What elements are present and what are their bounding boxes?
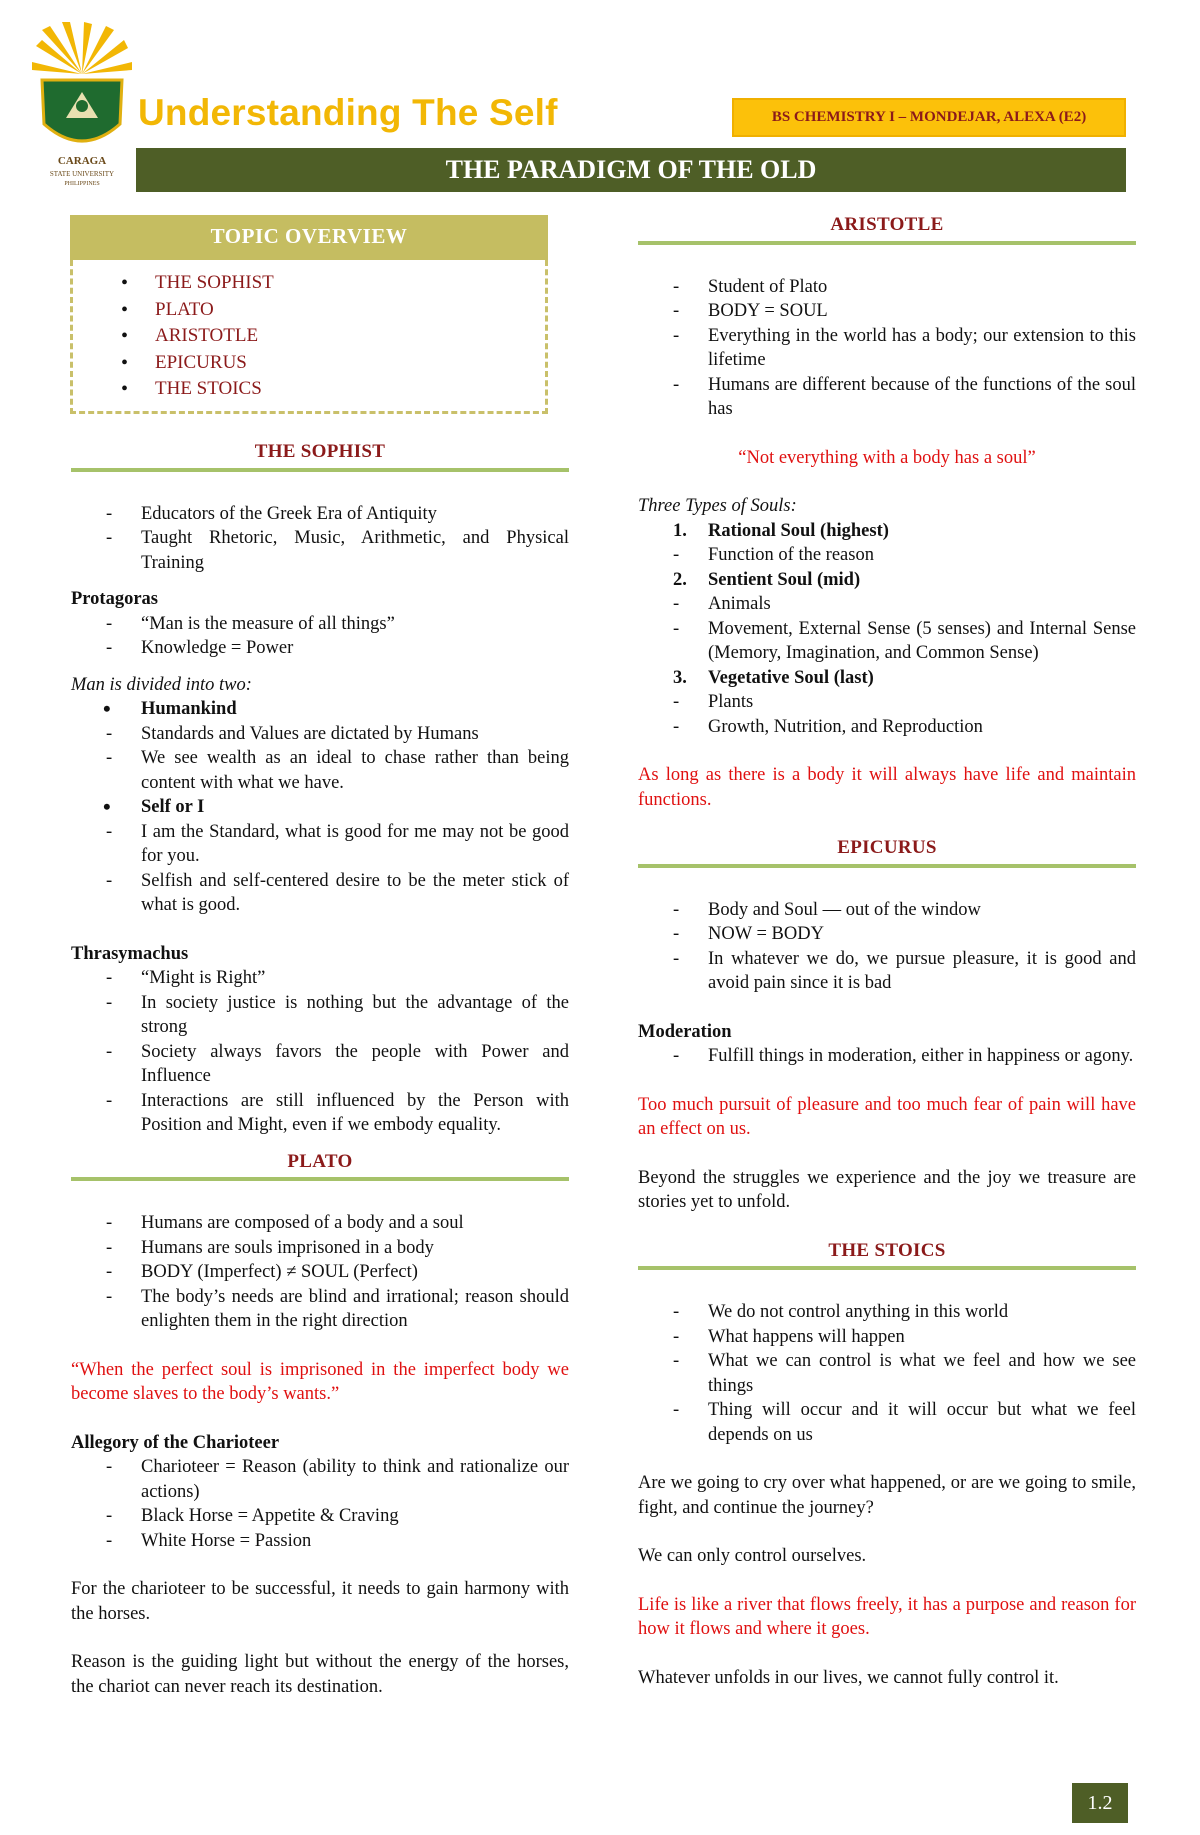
self-point: - I am the Standard, what is good for me may not be good for you. (71, 820, 569, 869)
vegetative-soul: 3. Vegetative Soul (last) (673, 667, 874, 688)
vegetative-point: - Plants (638, 690, 1136, 715)
allegory-point: - Black Horse = Appetite & Craving (71, 1504, 569, 1529)
plato-point: - BODY (Imperfect) ≠ SOUL (Perfect) (71, 1260, 569, 1285)
epicurus-point: - Body and Soul — out of the window (638, 898, 1136, 923)
aristotle-point: - Student of Plato (638, 275, 1136, 300)
overview-item: • EPICURUS (155, 350, 545, 377)
plato-point: - Humans are souls imprisoned in a body (71, 1236, 569, 1261)
lesson-banner: THE PARADIGM OF THE OLD (136, 148, 1126, 192)
divided-label: Man is divided into two: (71, 674, 252, 695)
aristotle-point: - Humans are different because of the functions of the soul has (638, 373, 1136, 422)
stoics-point: - We do not control anything in this world (638, 1300, 1136, 1325)
stoics-note: Life is like a river that flows freely, it has a purpose and reason for how it flows and where it goes. (638, 1594, 1136, 1639)
stoics-paragraph: Are we going to cry over what happened, or are we going to smile, fight, and continue the journey? (638, 1473, 1136, 1518)
thrasymachus-point: - In society justice is nothing but the advantage of the strong (71, 991, 569, 1040)
thrasymachus-point: - “Might is Right” (71, 966, 569, 991)
plato-point: - The body’s needs are blind and irrational; reason should enlighten them in the right direction (71, 1285, 569, 1334)
section-heading-plato: PLATO (71, 1150, 569, 1182)
rational-point: - Function of the reason (638, 543, 1136, 568)
protagoras-point: - Knowledge = Power (71, 636, 569, 661)
topic-overview-box (70, 215, 548, 414)
thrasymachus-point: - Society always favors the people with Power and Influence (71, 1040, 569, 1089)
university-logo (28, 22, 136, 192)
plato-paragraph: For the charioteer to be successful, it needs to gain harmony with the horses. (71, 1579, 569, 1624)
protagoras-point: - “Man is the measure of all things” (71, 612, 569, 637)
plato-paragraph: Reason is the guiding light but without the energy of the horses, the chariot can never reach its destination. (71, 1652, 569, 1697)
overview-item: • PLATO (155, 297, 545, 324)
aristotle-point: - Everything in the world has a body; our extension to this lifetime (638, 324, 1136, 373)
left-column (71, 440, 569, 1699)
topic-overview-list-box (70, 260, 548, 414)
moderation-point: - Fulfill things in moderation, either in happiness or agony. (638, 1044, 1136, 1069)
topic-overview-list (73, 260, 545, 403)
stoics-point: - What happens will happen (638, 1325, 1136, 1350)
topic-overview-title: TOPIC OVERVIEW (70, 215, 548, 260)
epicurus-point: - In whatever we do, we pursue pleasure, it is good and avoid pain since it is bad (638, 947, 1136, 996)
stoics-paragraph: We can only control ourselves. (638, 1546, 867, 1566)
soul-types-title: Three Types of Souls: (638, 496, 797, 516)
rational-soul: 1. Rational Soul (highest) (673, 520, 889, 541)
thrasymachus-heading: Thrasymachus (71, 943, 189, 964)
allegory-point: - Charioteer = Reason (ability to think and rationalize our actions) (71, 1455, 569, 1504)
sentient-point: - Animals (638, 592, 1136, 617)
aristotle-note: As long as there is a body it will always have life and maintain functions. (638, 765, 1136, 810)
sophist-point: - Taught Rhetoric, Music, Arithmetic, and Physical Training (71, 526, 569, 575)
vegetative-point: - Growth, Nutrition, and Reproduction (638, 715, 1136, 740)
self-point: - Selfish and self-centered desire to be the meter stick of what is good. (71, 869, 569, 918)
humankind-heading: • Humankind (71, 697, 569, 722)
thrasymachus-point: - Interactions are still influenced by the Person with Position and Might, even if we embody equality. (71, 1089, 569, 1138)
svg-text:STATE UNIVERSITY: STATE UNIVERSITY (49, 170, 115, 178)
allegory-point: - White Horse = Passion (71, 1529, 569, 1554)
epicurus-note: Too much pursuit of pleasure and too much fear of pain will have an effect on us. (638, 1094, 1136, 1139)
moderation-heading: Moderation (638, 1021, 732, 1042)
protagoras-heading: Protagoras (71, 589, 158, 609)
course-title: Understanding The Self (138, 92, 558, 133)
sophist-point: - Educators of the Greek Era of Antiquity (71, 502, 569, 527)
epicurus-paragraph: Beyond the struggles we experience and the joy we treasure are stories yet to unfold. (638, 1167, 1136, 1212)
stoics-point: - What we can control is what we feel and how we see things (638, 1349, 1136, 1398)
page-number: 1.2 (1072, 1783, 1128, 1823)
stoics-paragraph: Whatever unfolds in our lives, we cannot fully control it. (638, 1667, 1059, 1688)
svg-text:CARAGA: CARAGA (57, 155, 107, 167)
section-heading-sophist: THE SOPHIST (71, 440, 569, 472)
self-heading: • Self or I (71, 795, 569, 820)
allegory-heading: Allegory of the Charioteer (71, 1432, 280, 1453)
section-heading-stoics: THE STOICS (638, 1239, 1136, 1271)
overview-item: • THE STOICS (155, 376, 545, 403)
student-label: BS CHEMISTRY I – MONDEJAR, ALEXA (E2) (732, 98, 1126, 137)
aristotle-quote: “Not everything with a body has a soul” (738, 447, 1036, 468)
epicurus-point: - NOW = BODY (638, 922, 1136, 947)
aristotle-point: - BODY = SOUL (638, 299, 1136, 324)
section-heading-aristotle: ARISTOTLE (638, 213, 1136, 245)
overview-item: • THE SOPHIST (155, 270, 545, 297)
plato-quote: “When the perfect soul is imprisoned in the imperfect body we become slaves to the body’s wants.” (71, 1359, 569, 1404)
stoics-point: - Thing will occur and it will occur but what we feel depends on us (638, 1398, 1136, 1447)
right-column (638, 213, 1136, 1690)
sentient-soul: 2. Sentient Soul (mid) (673, 569, 861, 590)
humankind-point: - We see wealth as an ideal to chase rather than being content with what we have. (71, 746, 569, 795)
sentient-point: - Movement, External Sense (5 senses) and Internal Sense (Memory, Imagination, and Common Sense) (638, 617, 1136, 666)
plato-point: - Humans are composed of a body and a soul (71, 1211, 569, 1236)
humankind-point: - Standards and Values are dictated by Humans (71, 722, 569, 747)
section-heading-epicurus: EPICURUS (638, 836, 1136, 868)
svg-text:PHILIPPINES: PHILIPPINES (64, 181, 100, 187)
overview-item: • ARISTOTLE (155, 323, 545, 350)
